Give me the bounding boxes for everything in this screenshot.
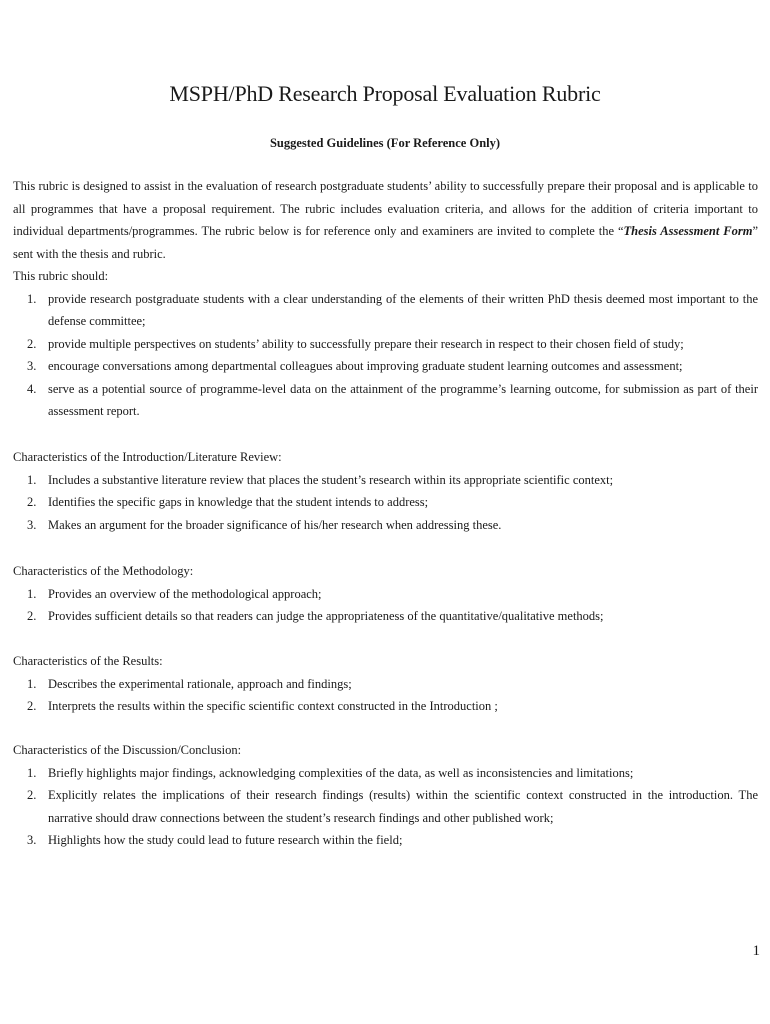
list-item-number: 1.	[27, 472, 37, 487]
list-item	[13, 355, 758, 378]
section-heading: Characteristics of the Discussion/Conclusion:	[13, 743, 242, 757]
list-item	[13, 514, 758, 537]
section-heading: This rubric should:	[13, 269, 109, 283]
section-list	[13, 583, 758, 628]
list-item-text: Highlights how the study could lead to future research within the field;	[48, 833, 403, 847]
list-item-number: 2.	[27, 788, 37, 802]
list-item-text: provide multiple perspectives on students’ ability to successfully prepare their research in respect to their chosen field of study;	[48, 336, 684, 351]
list-item-number: 2.	[27, 495, 37, 509]
list-item	[13, 469, 758, 492]
list-item-text: Explicitly relates the implications of their research findings (results) within the scientific context constructed in the introduction. The narrative should draw connections between the student’s research findings and other published work;	[48, 788, 758, 825]
list-item-text: provide research postgraduate students with a clear understanding of the elements of their written PhD thesis deemed most important to the defense committee;	[48, 291, 758, 328]
list-item-number: 3.	[27, 833, 37, 847]
list-item-text: Makes an argument for the broader significance of his/her research when addressing these.	[48, 517, 502, 532]
section-heading: Characteristics of the Introduction/Literature Review:	[13, 450, 282, 464]
section-heading: Characteristics of the Methodology:	[13, 564, 194, 578]
intro-text-end: ” sent with the thesis and rubric.	[13, 224, 759, 261]
list-item-number: 1.	[27, 586, 37, 601]
list-item	[13, 784, 758, 829]
list-item-text: Provides an overview of the methodological approach;	[48, 586, 322, 601]
intro-form-name: Thesis Assessment Form	[623, 224, 753, 238]
list-item-number: 3.	[27, 359, 37, 373]
list-item	[13, 605, 758, 628]
intro-text-start: This rubric is designed to assist in the evaluation of research postgraduate students’ ability to successfully prepare their proposal and is applicable to all programmes that have a proposal requirement. The rubric includes evaluation criteria, and allows for the addition of criteria important to individual departments/programmes. The rubric below is for reference only and examiners are invited to complete the “	[13, 179, 758, 238]
list-item	[13, 333, 758, 356]
list-item-text: Identifies the specific gaps in knowledge that the student intends to address;	[48, 495, 429, 509]
list-item-number: 3.	[27, 517, 37, 532]
list-item-number: 4.	[27, 381, 37, 396]
list-item	[13, 378, 758, 423]
section-list	[13, 469, 758, 537]
intro-paragraph	[13, 175, 758, 265]
section-list	[13, 288, 758, 423]
list-item-number: 1.	[27, 765, 37, 780]
section-methodology	[13, 560, 758, 628]
list-item	[13, 491, 758, 514]
section-results	[13, 650, 758, 718]
section-list	[13, 673, 758, 718]
list-item-text: Briefly highlights major findings, acknowledging complexities of the data, as well as inconsistencies and limitations;	[48, 765, 634, 780]
list-item-text: Interprets the results within the specific scientific context constructed in the Introduction ;	[48, 699, 498, 713]
list-item	[13, 583, 758, 606]
list-item-number: 2.	[27, 336, 37, 351]
section-introduction	[13, 446, 758, 536]
page-number: 1	[752, 943, 760, 959]
section-discussion	[13, 739, 758, 852]
list-item	[13, 673, 758, 696]
list-item	[13, 762, 758, 785]
list-item-number: 1.	[27, 676, 37, 691]
list-item-number: 2.	[27, 609, 37, 623]
document-subtitle: Suggested Guidelines (For Reference Only)	[269, 136, 501, 150]
list-item-text: serve as a potential source of programme-level data on the attainment of the programme’s learning outcome, for submission as part of their assessment report.	[48, 381, 758, 418]
list-item-text: Provides sufficient details so that readers can judge the appropriateness of the quantitative/qualitative methods;	[48, 609, 604, 623]
list-item	[13, 288, 758, 333]
title-text: MSPH/PhD Research Proposal Evaluation Rubric	[169, 81, 601, 106]
section-rubric-purpose	[13, 265, 758, 423]
section-heading: Characteristics of the Results:	[13, 654, 163, 668]
list-item-text: encourage conversations among departmental colleagues about improving graduate student learning outcomes and assessment;	[48, 359, 683, 373]
list-item-number: 2.	[27, 699, 37, 713]
section-list	[13, 762, 758, 852]
list-item	[13, 695, 758, 718]
document-title	[0, 80, 770, 108]
list-item-text: Includes a substantive literature review that places the student’s research within its appropriate scientific context;	[48, 472, 614, 487]
list-item-text: Describes the experimental rationale, approach and findings;	[48, 676, 352, 691]
list-item-number: 1.	[27, 291, 37, 306]
list-item	[13, 829, 758, 852]
